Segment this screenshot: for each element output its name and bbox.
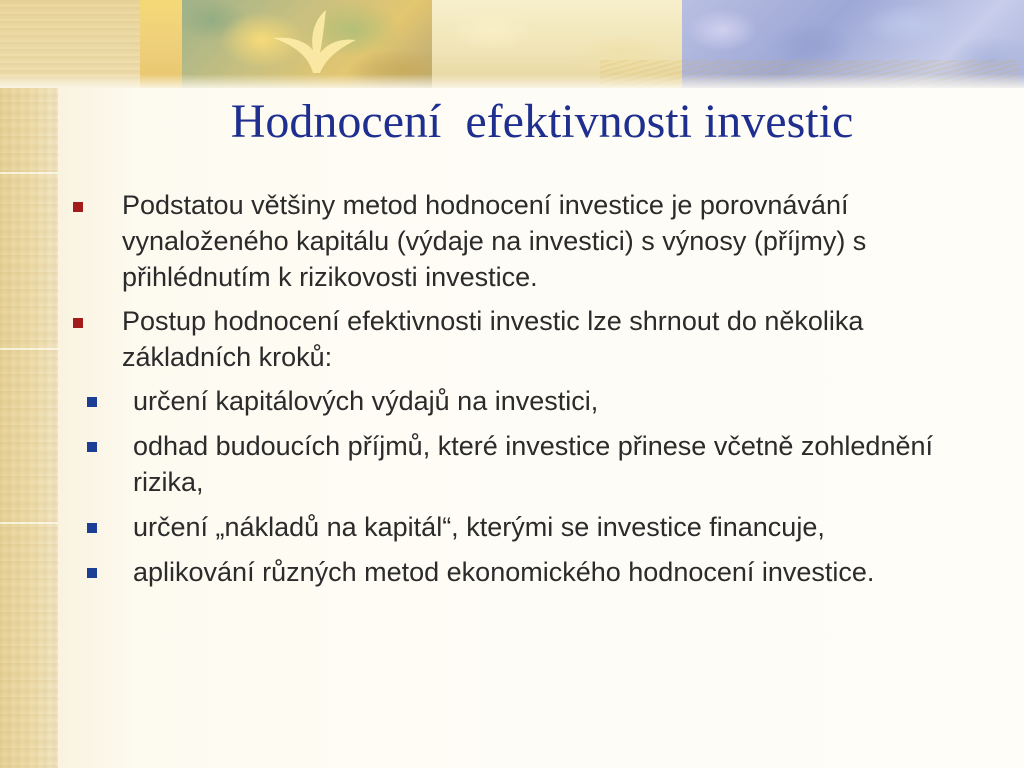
square-bullet-icon — [73, 202, 83, 212]
bullet-item — [70, 303, 990, 590]
sub-bullet-text: určení kapitálových výdajů na investici, — [133, 386, 599, 416]
slide-body — [70, 187, 990, 599]
square-bullet-icon — [87, 523, 97, 533]
bullet-text: Postup hodnocení efektivnosti investic lze shrnout do několika základních kroků: — [122, 306, 864, 372]
square-bullet-icon — [87, 568, 97, 578]
sub-bullet-text: odhad budoucích příjmů, které investice přinese včetně zohlednění rizika, — [133, 431, 933, 497]
bullet-list — [70, 187, 990, 590]
sub-bullet-item — [70, 509, 990, 545]
square-bullet-icon — [87, 442, 97, 452]
sub-bullet-text: určení „nákladů na kapitál“, kterými se investice financuje, — [133, 512, 825, 542]
leaf-pattern-icon — [268, 8, 358, 78]
square-bullet-icon — [73, 318, 83, 328]
sub-bullet-item — [70, 383, 990, 419]
left-decorative-strip — [0, 0, 58, 768]
bullet-text: Podstatou většiny metod hodnocení investice je porovnávání vynaloženého kapitálu (výdaje na investici) s výnosy (příjmy) s přihlédnutím k rizikovosti investice. — [122, 190, 867, 292]
slide-title: Hodnocení efektivnosti investic — [230, 95, 854, 148]
bullet-item — [70, 187, 990, 295]
sub-bullet-text: aplikování různých metod ekonomického hodnocení investice. — [133, 557, 875, 587]
top-decorative-banner — [0, 0, 1024, 88]
sub-bullet-item — [70, 428, 990, 500]
sub-bullet-item — [70, 554, 990, 590]
sub-bullet-list — [70, 383, 990, 590]
square-bullet-icon — [87, 397, 97, 407]
